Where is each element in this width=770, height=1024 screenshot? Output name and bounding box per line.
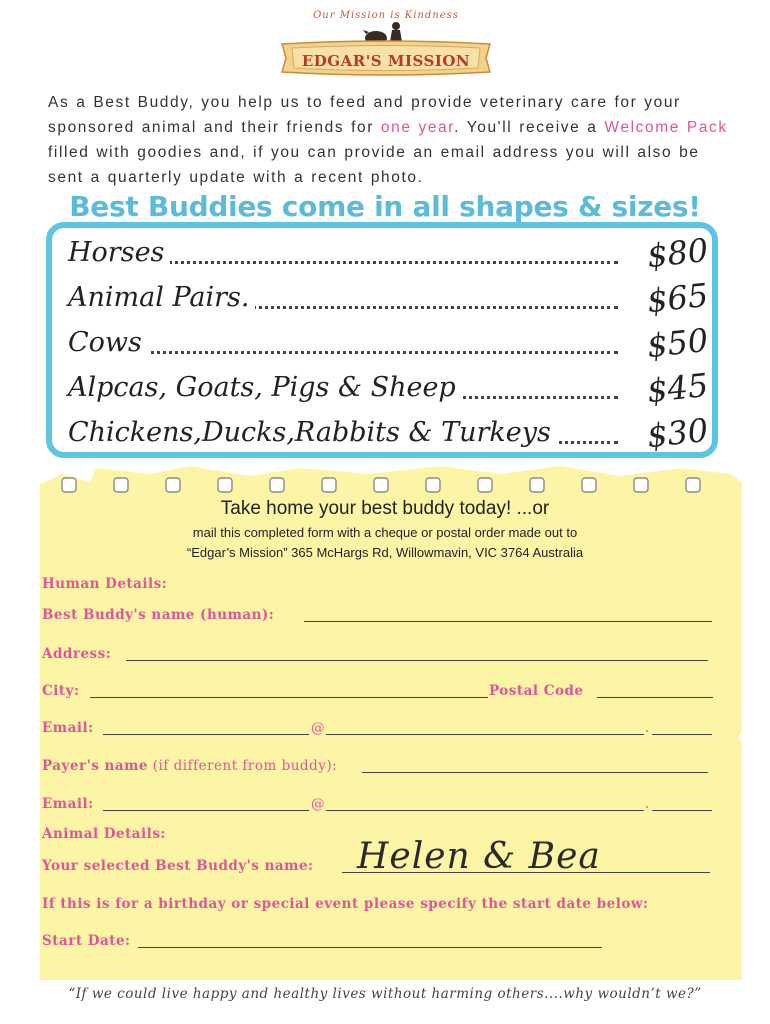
logo-name: EDGAR'S MISSION bbox=[301, 52, 471, 70]
birthday-note: If this is for a birthday or special event please specify the start date below: bbox=[42, 896, 649, 912]
price-row-horses bbox=[68, 230, 708, 274]
payer-name-field[interactable] bbox=[362, 772, 708, 773]
intro-paragraph bbox=[48, 90, 728, 190]
price-value: $80 bbox=[645, 230, 710, 276]
email-dot-2: . bbox=[645, 796, 650, 812]
payer-name-label: Payer's name (if different from buddy): bbox=[42, 758, 338, 774]
email-user-field-1[interactable] bbox=[103, 734, 309, 735]
address-field[interactable] bbox=[126, 660, 708, 661]
section-human-details: Human Details: bbox=[42, 576, 168, 592]
start-date-label: Start Date: bbox=[42, 933, 131, 949]
leader-dots bbox=[78, 351, 618, 354]
logo-motto: Our Mission is Kindness bbox=[313, 10, 459, 21]
email-dot-1: . bbox=[645, 720, 650, 736]
headline: Best Buddies come in all shapes & sizes! bbox=[69, 190, 701, 223]
email-domain-field-2[interactable] bbox=[326, 810, 644, 811]
email-at-1: @ bbox=[311, 720, 325, 736]
best-buddy-name-field[interactable] bbox=[304, 621, 712, 622]
section-animal-details: Animal Details: bbox=[42, 826, 166, 842]
price-list-box bbox=[46, 222, 718, 458]
price-value: $45 bbox=[645, 365, 710, 411]
email-user-field-2[interactable] bbox=[103, 810, 309, 811]
email-label-1: Email: bbox=[42, 720, 94, 736]
price-value: $65 bbox=[645, 275, 710, 321]
footer-quote: “If we could live happy and healthy lives without harming others....why wouldn’t we?” bbox=[68, 986, 702, 1002]
price-row-animal-pairs bbox=[68, 275, 708, 319]
city-field[interactable] bbox=[90, 697, 488, 698]
address-label: Address: bbox=[42, 646, 112, 662]
intro-text-1: As a Best Buddy, you help us to feed and provide veterinary care for your sponsored animal and their friends for bbox=[48, 94, 681, 136]
price-row-chickens-ducks-rabbits-turkeys bbox=[68, 410, 708, 454]
price-label: Chickens,Ducks,Rabbits & Turkeys bbox=[68, 417, 557, 448]
cta-title: Take home your best buddy today! ...or bbox=[220, 498, 550, 519]
email-label-2: Email: bbox=[42, 796, 94, 812]
price-label: Cows bbox=[68, 327, 148, 358]
price-label: Animal Pairs. bbox=[68, 282, 255, 313]
email-at-2: @ bbox=[311, 796, 325, 812]
payer-name-helper: (if different from buddy): bbox=[152, 758, 338, 774]
price-value: $30 bbox=[645, 410, 710, 456]
intro-text-3: filled with goodies and, if you can provide an email address you will also be sent a quarterly update with a recent photo. bbox=[48, 144, 700, 186]
start-date-field[interactable] bbox=[138, 947, 602, 948]
price-row-cows bbox=[68, 320, 708, 364]
logo bbox=[270, 6, 502, 76]
intro-highlight-welcome-pack: Welcome Pack bbox=[604, 119, 728, 136]
email-tld-field-1[interactable] bbox=[652, 734, 712, 735]
email-domain-field-1[interactable] bbox=[326, 734, 644, 735]
price-row-alpacas-goats-pigs-sheep bbox=[68, 365, 708, 409]
intro-highlight-duration: one year bbox=[380, 119, 455, 136]
price-label: Alpcas, Goats, Pigs & Sheep bbox=[68, 372, 462, 403]
selected-buddy-handwritten-value: Helen & Bea bbox=[357, 836, 601, 877]
city-label: City: bbox=[42, 683, 80, 699]
cta-mail-instruction: mail this completed form with a cheque or postal order made out to bbox=[192, 525, 578, 540]
email-tld-field-2[interactable] bbox=[652, 810, 712, 811]
best-buddy-name-label: Best Buddy's name (human): bbox=[42, 607, 275, 623]
intro-text-2: . You'll receive a bbox=[454, 119, 605, 136]
price-value: $50 bbox=[645, 320, 710, 366]
price-label: Horses bbox=[68, 237, 170, 268]
postal-code-field[interactable] bbox=[597, 697, 713, 698]
cta-mail-address: “Edgar’s Mission” 365 McHargs Rd, Willowmavin, VIC 3764 Australia bbox=[186, 545, 584, 560]
postal-code-label: Postal Code bbox=[489, 683, 584, 699]
selected-buddy-label: Your selected Best Buddy's name: bbox=[42, 858, 314, 874]
